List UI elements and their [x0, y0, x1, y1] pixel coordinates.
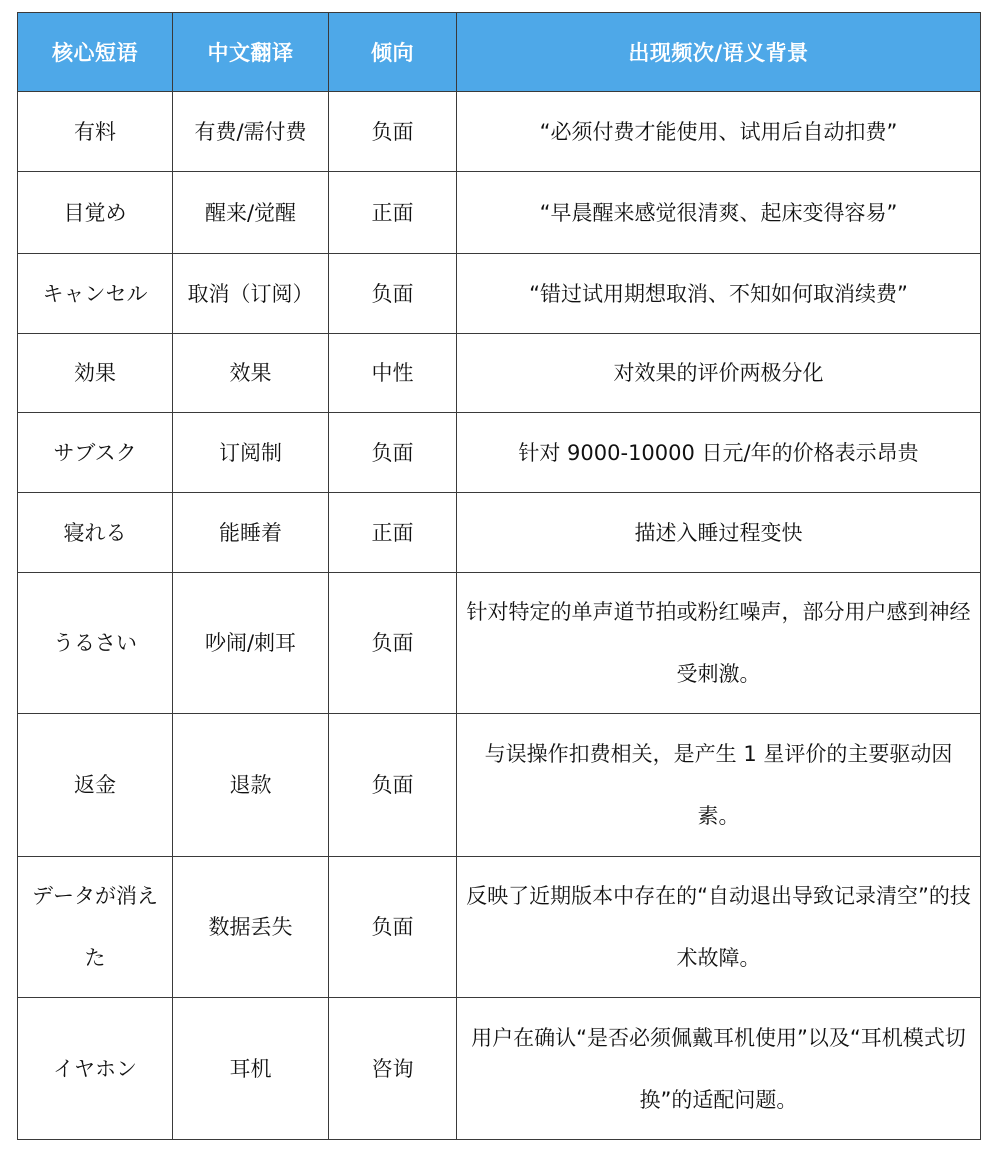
cell-translation: 醒来/觉醒 [173, 172, 329, 254]
cell-translation: 数据丢失 [173, 857, 329, 998]
cell-sentiment: 咨询 [329, 998, 457, 1140]
table-row [18, 573, 981, 714]
header-context: 出现频次/语义背景 [457, 13, 981, 92]
cell-phrase: うるさい [18, 573, 173, 714]
table-row [18, 413, 981, 493]
cell-context: 对效果的评价两极分化 [457, 334, 981, 413]
cell-translation: 取消（订阅） [173, 254, 329, 334]
cell-context: “早晨醒来感觉很清爽、起床变得容易” [457, 172, 981, 254]
table-row [18, 857, 981, 998]
cell-translation: 效果 [173, 334, 329, 413]
keyword-sentiment-table [17, 12, 981, 1140]
cell-translation: 耳机 [173, 998, 329, 1140]
cell-context: 描述入睡过程变快 [457, 493, 981, 573]
cell-translation: 有费/需付费 [173, 92, 329, 172]
cell-translation: 订阅制 [173, 413, 329, 493]
cell-translation: 吵闹/刺耳 [173, 573, 329, 714]
cell-phrase: サブスク [18, 413, 173, 493]
header-translation: 中文翻译 [173, 13, 329, 92]
cell-phrase: イヤホン [18, 998, 173, 1140]
cell-context: “必须付费才能使用、试用后自动扣费” [457, 92, 981, 172]
cell-context: “错过试用期想取消、不知如何取消续费” [457, 254, 981, 334]
cell-context: 针对 9000-10000 日元/年的价格表示昂贵 [457, 413, 981, 493]
keyword-sentiment-table-container [17, 12, 980, 1140]
cell-sentiment: 负面 [329, 254, 457, 334]
table-row [18, 714, 981, 857]
cell-phrase: 有料 [18, 92, 173, 172]
table-body [18, 92, 981, 1140]
cell-sentiment: 正面 [329, 493, 457, 573]
cell-phrase: 効果 [18, 334, 173, 413]
cell-phrase: 目覚め [18, 172, 173, 254]
cell-translation: 能睡着 [173, 493, 329, 573]
table-row [18, 998, 981, 1140]
table-row [18, 334, 981, 413]
table-row [18, 254, 981, 334]
cell-context: 用户在确认“是否必须佩戴耳机使用”以及“耳机模式切换”的适配问题。 [457, 998, 981, 1140]
table-row [18, 92, 981, 172]
cell-sentiment: 负面 [329, 714, 457, 857]
cell-sentiment: 负面 [329, 413, 457, 493]
header-sentiment: 倾向 [329, 13, 457, 92]
cell-sentiment: 负面 [329, 92, 457, 172]
table-row [18, 172, 981, 254]
cell-context: 与误操作扣费相关，是产生 1 星评价的主要驱动因素。 [457, 714, 981, 857]
cell-context: 针对特定的单声道节拍或粉红噪声，部分用户感到神经受刺激。 [457, 573, 981, 714]
header-core-phrase: 核心短语 [18, 13, 173, 92]
cell-sentiment: 中性 [329, 334, 457, 413]
cell-sentiment: 负面 [329, 857, 457, 998]
cell-phrase: データが消えた [18, 857, 173, 998]
cell-phrase: 寝れる [18, 493, 173, 573]
cell-sentiment: 负面 [329, 573, 457, 714]
cell-context: 反映了近期版本中存在的“自动退出导致记录清空”的技术故障。 [457, 857, 981, 998]
table-header [18, 13, 981, 92]
cell-phrase: キャンセル [18, 254, 173, 334]
cell-translation: 退款 [173, 714, 329, 857]
cell-sentiment: 正面 [329, 172, 457, 254]
cell-phrase: 返金 [18, 714, 173, 857]
table-row [18, 493, 981, 573]
header-row [18, 13, 981, 92]
